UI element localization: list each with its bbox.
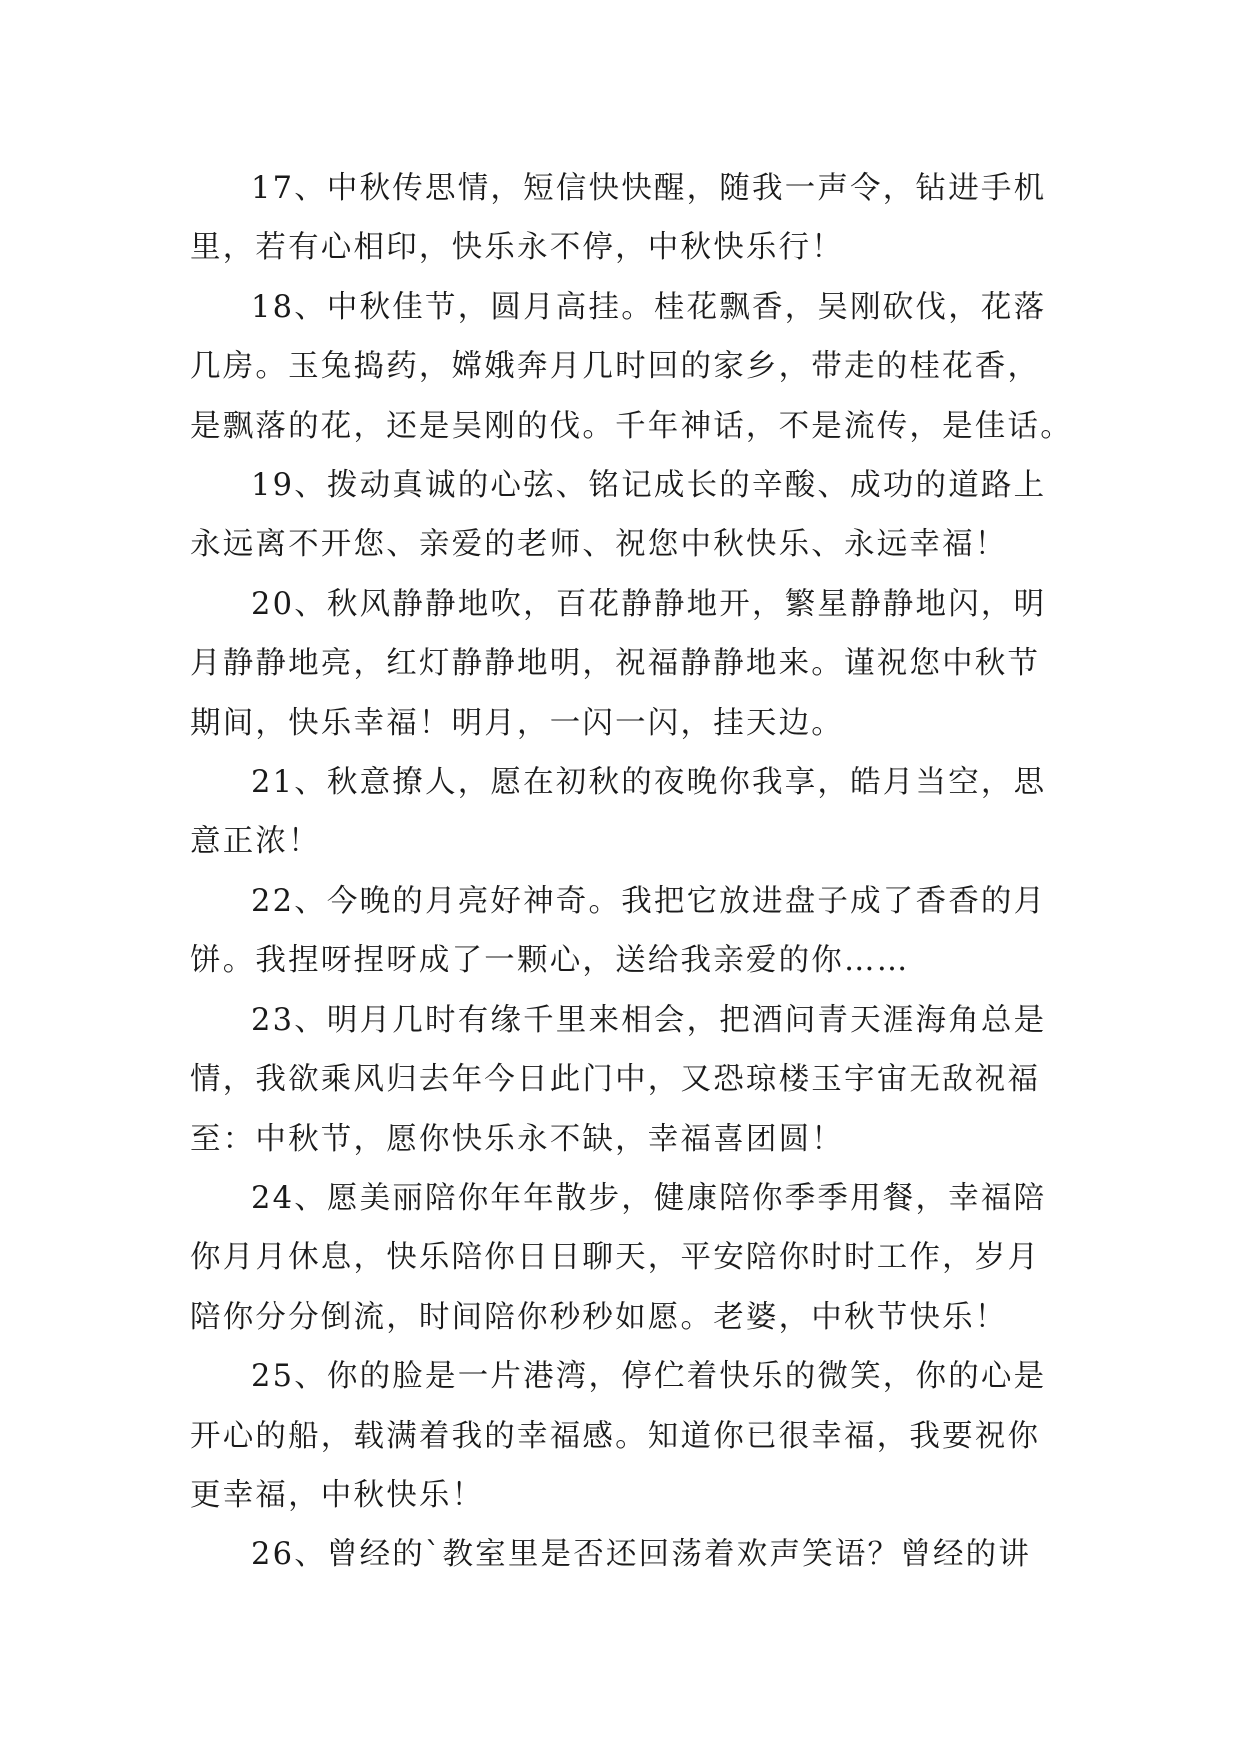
paragraph-22 — [190, 872, 1057, 991]
text-line: 期间，快乐幸福！明月，一闪一闪，挂天边。 — [190, 705, 844, 741]
text-line: 开心的船，载满着我的幸福感。知道你已很幸福，我要祝你 — [190, 1418, 1041, 1454]
paragraph-17 — [190, 159, 1057, 278]
paragraph-23 — [190, 991, 1057, 1169]
paragraph-20 — [190, 575, 1057, 753]
paragraph-24 — [190, 1169, 1057, 1347]
text-line: 是飘落的花，还是吴刚的伐。千年神话，不是流传，是佳话。 — [190, 408, 1073, 444]
paragraph-19 — [190, 456, 1057, 575]
text-line: 意正浓！ — [190, 824, 321, 860]
text-line: 陪你分分倒流，时间陪你秒秒如愿。老婆，中秋节快乐！ — [190, 1299, 1008, 1335]
text-line: 里，若有心相印，快乐永不停，中秋快乐行！ — [190, 230, 844, 266]
text-line: 几房。玉兔捣药，嫦娥奔月几时回的家乡，带走的桂花香， — [190, 349, 1041, 385]
paragraph-18 — [190, 278, 1073, 456]
text-line: 至：中秋节，愿你快乐永不缺，幸福喜团圆！ — [190, 1121, 844, 1157]
text-line: 永远离不开您、亲爱的老师、祝您中秋快乐、永远幸福！ — [190, 527, 1008, 563]
text-line: 你月月休息，快乐陪你日日聊天，平安陪你时时工作，岁月 — [190, 1240, 1041, 1276]
text-line: 饼。我捏呀捏呀成了一颗心，送给我亲爱的你…… — [190, 943, 910, 979]
text-line: 23、明月几时有缘千里来相会，把酒问青天涯海角总是 — [251, 1002, 1047, 1038]
text-line: 25、你的脸是一片港湾，停伫着快乐的微笑，你的心是 — [251, 1359, 1047, 1395]
text-line: 20、秋风静静地吹，百花静静地开，繁星静静地闪，明 — [251, 586, 1047, 622]
paragraph-25 — [190, 1347, 1057, 1525]
paragraph-26 — [190, 1525, 1057, 1584]
text-line: 26、曾经的`教室里是否还回荡着欢声笑语？曾经的讲 — [251, 1537, 1032, 1573]
text-line: 月静静地亮，红灯静静地明，祝福静静地来。谨祝您中秋节 — [190, 646, 1041, 682]
text-line: 24、愿美丽陪你年年散步，健康陪你季季用餐，幸福陪 — [251, 1180, 1047, 1216]
text-line: 21、秋意撩人，愿在初秋的夜晚你我享，皓月当空，思 — [251, 765, 1047, 801]
paragraph-21 — [190, 753, 1057, 872]
text-line: 情，我欲乘风归去年今日此门中，又恐琼楼玉宇宙无敌祝福 — [190, 1062, 1041, 1098]
text-line: 17、中秋传思情，短信快快醒，随我一声令，钻进手机 — [251, 171, 1047, 206]
text-line: 19、拨动真诚的心弦、铭记成长的辛酸、成功的道路上 — [251, 468, 1047, 504]
text-line: 18、中秋佳节，圆月高挂。桂花飘香，吴刚砍伐，花落 — [251, 289, 1047, 325]
text-line: 更幸福，中秋快乐！ — [190, 1477, 485, 1513]
document-body — [190, 159, 1073, 1585]
text-line: 22、今晚的月亮好神奇。我把它放进盘子成了香香的月 — [251, 883, 1047, 919]
